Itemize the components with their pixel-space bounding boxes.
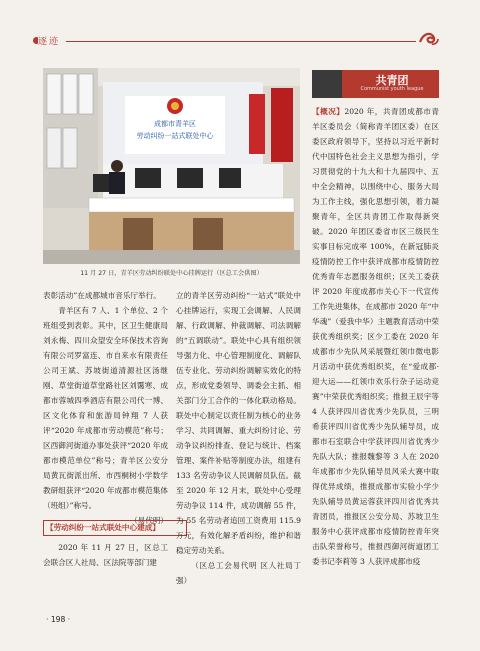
sign-title: 成都市青羊区 [154, 120, 196, 128]
right-column [312, 104, 439, 569]
middle-column [176, 288, 301, 588]
overview-tag: 【概况】 [312, 107, 345, 116]
banner-photo [312, 70, 342, 98]
section-banner [312, 70, 439, 98]
photo-caption: 11 月 27 日，青羊区劳动纠纷联处中心挂牌运行（区总工会供图） [80, 270, 263, 277]
middle-paragraph-1: 立的青羊区劳动纠纷“一站式”联处中心挂牌运行，实现工会调解、人民调解、行政调解、仲裁调解、司法调解的“五调联动”。联处中心具有组织领导强力化、中心管理制度化、调解队伍专业化、劳动纠纷调解实效化的特点，形成党委领导、调委会主抓、相关部门分工合作的一体化联动格局。联处中心制定以责任制为核心的业务学习、共同调解、重大纠纷讨论、劳动争议纠纷排查、登记与统计、档案管理、案件补贴等制度办法，组建有 133 名劳动争议人民调解员队伍。截至 2020 年 12 月末，联处中心受理劳动争议 114 件，成功调解 55 件，为 55 名劳动者追回工资费用 115.9 万元，有效化解矛盾纠纷，维护和谐稳定劳动关系。 [176, 291, 301, 555]
page-number: · 198 · [46, 615, 71, 624]
banner-title: 共青团 [375, 74, 409, 87]
sign-subtitle: 劳动纠纷一站式联处中心 [136, 132, 214, 140]
right-paragraph-1: 2020 年，共青团成都市青羊区委员会（简称青羊团区委）在区委区政府领导下，坚持以习近平新时代中国特色社会主义思想为指引，学习贯彻党的十九大和十九届四中、五中全会精神，以围绕中心、服务大局为工作主线，强化思想引领，着力凝聚青年，全区共青团工作取得新突破。2020 年团区委省市区三级民生实事目标完成率 100%，在新冠肺炎疫情防控工作中获评成都市疫情防控优秀青年志愿服务组织；区关工委获评 2020 年度成都市关心下一代宣传工作先进集体，在成都市 2020 年“中华魂”（爱我中华）主题教育活动中荣获优秀组织奖；区少工委在 2020 年成都市少先队风采展暨红领巾微电影月活动中获优秀组织奖，在“爱成都·迎大运——红领巾欢乐行杂子运动竞赛”中荣获优秀组织奖；推报王辰宇等 4 人获评四川省优秀少先队员，三明希获评四川省优秀少先队辅导员，成都市石室联合中学获评四川省优秀少先队大队；推报魏黎等 3 人在 2020 年成都市少先队辅导员风采大赛中取得优异成绩，推报成都市实验小学少先队辅导员黄运蓉获评四川省优秀共青团员，推报区公安分局、苏坡卫生服务中心获评成都市疫情防控青年突击队荣誉称号，推报西御河街道团工委书记李莉等 3 人获评成都市疫 [312, 107, 439, 566]
service-hall-photo [43, 68, 300, 264]
middle-sign-off: （区总工会易代明 区人社局丁强） [176, 561, 301, 585]
red-swirl-icon [418, 30, 440, 48]
left-column [43, 288, 168, 528]
banner-subtitle: Communist youth league [360, 86, 424, 92]
header-section: 逐迹 [38, 34, 66, 47]
section-heading: 【劳动纠纷一站式联处中心建成】 [43, 520, 187, 536]
left-sign-off: （易代明） [130, 516, 168, 525]
left-paragraph-1: 表彰活动”在成都城市音乐厅举行。 [43, 291, 161, 300]
left-bottom-paragraph: 2020 年 11 月 27 日，区总工会联合区人社局、区法院等部门建 [43, 543, 168, 567]
left-paragraph-2: 青羊区有 7 人、1 个单位、2 个班组受到表彰。其中，区卫生健康局刘永梅、四川众望安全环保技术咨询有限公司罗富连、市自来水有限责任公司王斌、苏坡街道清源社区汤继刚、草堂街道草堂路社区刘霭寒、成都市蓉城四季酒店有限公司代一博、区文化体育和旅游局钟翔 7 人获评“2020 年成都市劳动模范”称号；区西御河街道办事处获评“2020 年成都市模范单位”称号；青羊区公安分局黄瓦街派出所、市西桐树小学数学教研组获评“2020 年成都市模范集体（班组）”称号。 [43, 306, 168, 510]
left-bottom [43, 540, 168, 570]
header-rule [36, 41, 416, 42]
